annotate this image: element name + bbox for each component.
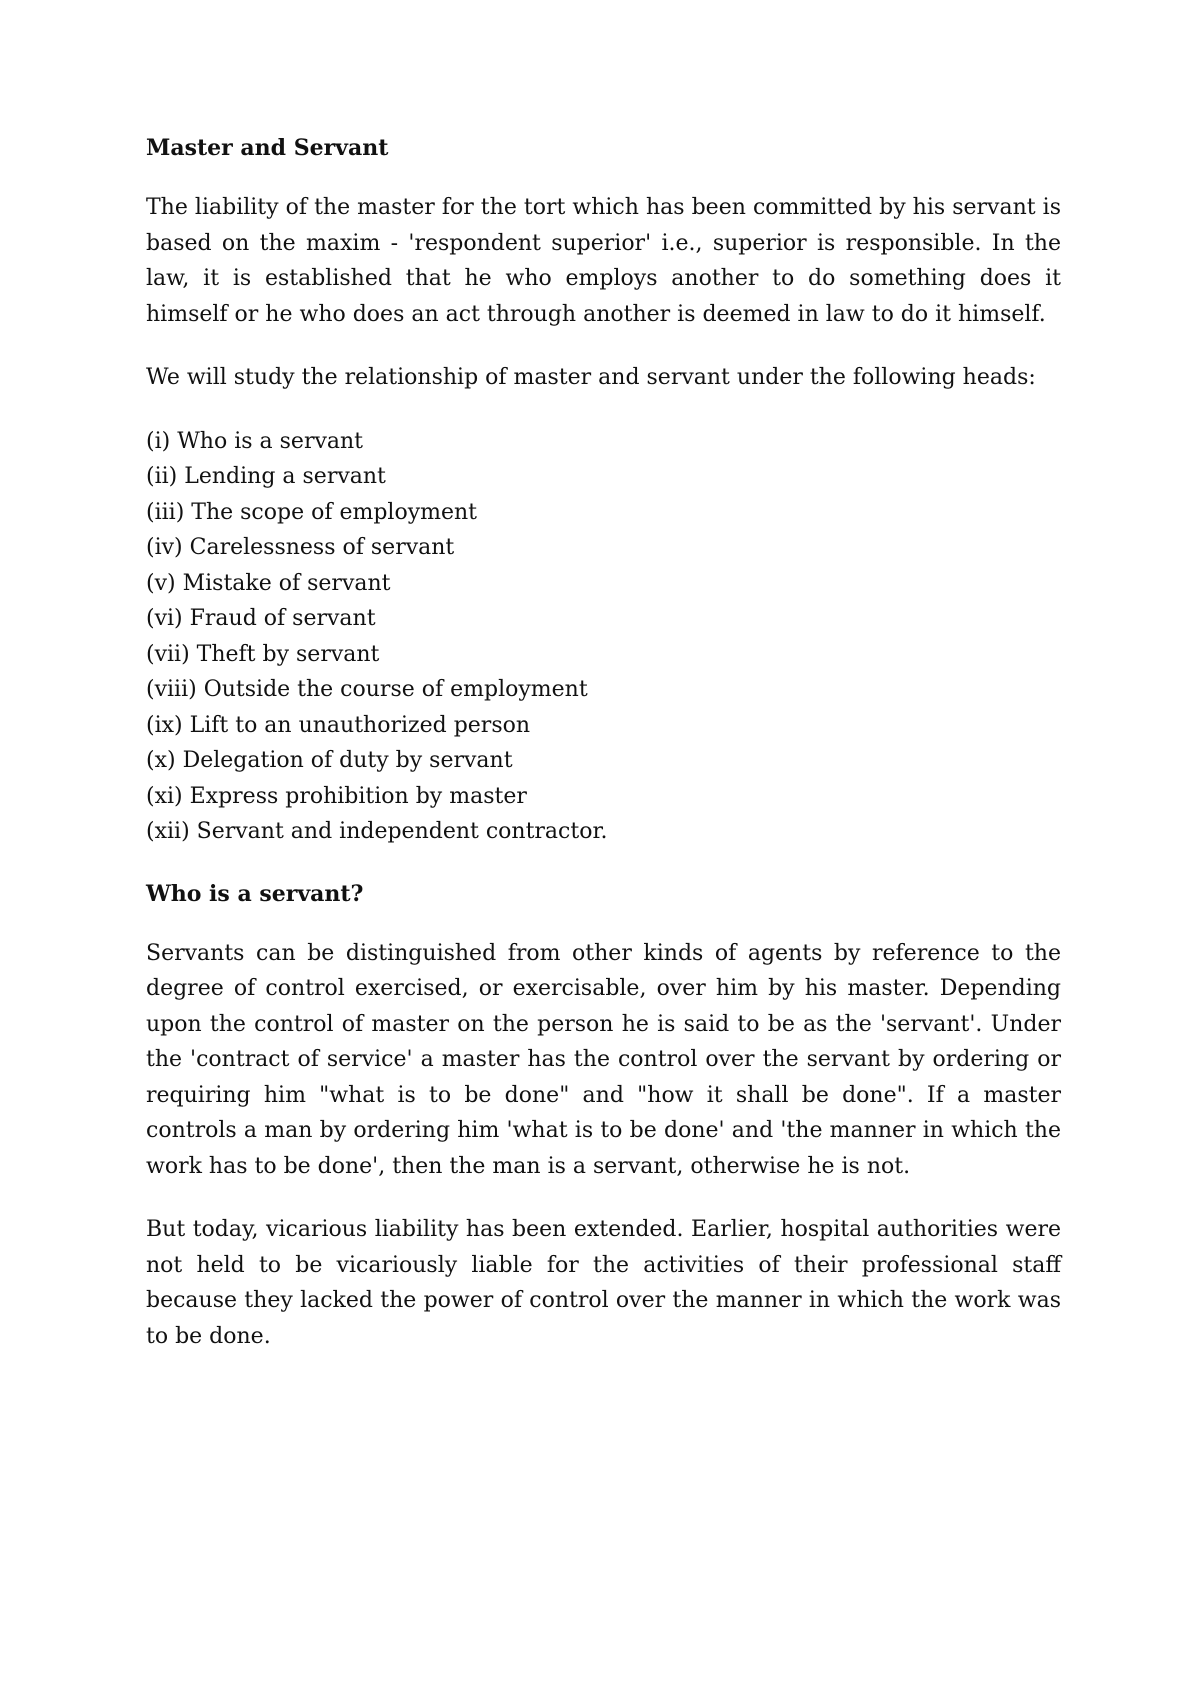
list-item: (xi) Express prohibition by master bbox=[146, 783, 527, 809]
list-item: (xii) Servant and independent contractor. bbox=[146, 819, 608, 844]
heads-list bbox=[146, 424, 1061, 850]
vicarious-paragraph: But today, vicarious liability has been extended. Earlier, hospital authorities were not held to be vicariously liable for the activities of their professional staff because they lacked the power of control over the manner in which the work was to be done. bbox=[146, 1217, 1061, 1349]
list-item: (iii) The scope of employment bbox=[146, 499, 478, 525]
list-item: (v) Mistake of servant bbox=[146, 570, 391, 596]
list-item: (viii) Outside the course of employment bbox=[146, 677, 588, 702]
list-item: (vii) Theft by servant bbox=[146, 641, 380, 667]
section-heading: Who is a servant? bbox=[146, 880, 364, 907]
list-item: (x) Delegation of duty by servant bbox=[146, 748, 513, 773]
page-title: Master and Servant bbox=[146, 135, 389, 161]
list-item: (vi) Fraud of servant bbox=[146, 606, 376, 631]
study-paragraph: We will study the relationship of master and servant under the following heads: bbox=[146, 365, 1036, 390]
intro-paragraph: The liability of the master for the tort which has been committed by his servant is based on the maxim - 'respondent superior' i.e., superior is responsible. In the law, it is established that he who employs another to do something does it himself or he who does an act through another is deemed in law to do it himself. bbox=[146, 195, 1061, 327]
list-item: (ii) Lending a servant bbox=[146, 464, 386, 489]
list-item: (ix) Lift to an unauthorized person bbox=[146, 712, 531, 738]
list-item: (iv) Carelessness of servant bbox=[146, 535, 455, 560]
document-page bbox=[146, 130, 1061, 1382]
list-item: (i) Who is a servant bbox=[146, 428, 364, 454]
servant-paragraph: Servants can be distinguished from other kinds of agents by reference to the degree of control exercised, or exercisable, over him by his master. Depending upon the control of master on the person he is said to be as the 'servant'. Under the 'contract of service' a master has the control over the servant by ordering or requiring him "what is to be done" and "how it shall be done". If a master controls a man by ordering him 'what is to be done' and 'the manner in which the work has to be done', then the man is a servant, otherwise he is not. bbox=[146, 940, 1061, 1179]
